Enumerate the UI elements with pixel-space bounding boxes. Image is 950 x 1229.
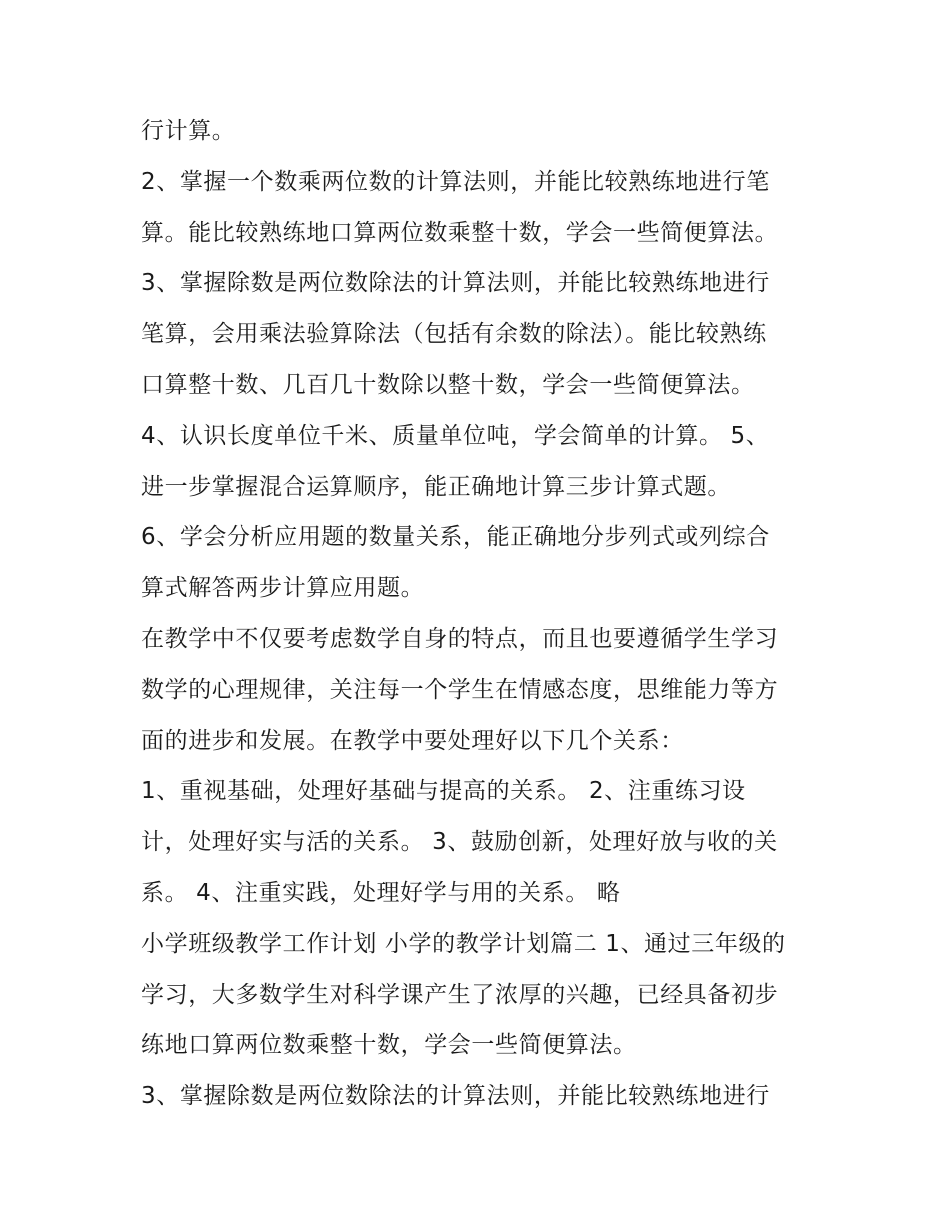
text-line: 6、学会分析应用题的数量关系，能正确地分步列式或列综合	[141, 524, 770, 551]
text-line: 在教学中不仅要考虑数学自身的特点，而且也要遵循学生学习	[141, 625, 779, 652]
text-line: 数学的心理规律，关注每一个学生在情感态度，思维能力等方	[141, 676, 779, 703]
text-line: 3、掌握除数是两位数除法的计算法则，并能比较熟练地进行	[141, 1083, 770, 1110]
text-line: 行计算。	[141, 118, 236, 144]
text-line: 学习，大多数学生对科学课产生了浓厚的兴趣，已经具备初步	[141, 981, 779, 1008]
text-line: 小学班级教学工作计划 小学的教学计划篇二 1、通过三年级的	[141, 930, 786, 957]
text-line: 3、掌握除数是两位数除法的计算法则，并能比较熟练地进行	[141, 270, 770, 297]
text-line: 进一步掌握混合运算顺序，能正确地计算三步计算式题。	[141, 473, 731, 500]
text-line: 面的进步和发展。在教学中要处理好以下几个关系：	[141, 727, 684, 754]
text-line: 算。能比较熟练地口算两位数乘整十数，学会一些简便算法。	[141, 219, 779, 246]
text-line: 系。 4、注重实践，处理好学与用的关系。 略	[141, 879, 621, 906]
text-line: 笔算，会用乘法验算除法（包括有余数的除法）。能比较熟练	[141, 321, 767, 348]
text-line: 算式解答两步计算应用题。	[141, 575, 425, 602]
document-body	[141, 106, 841, 1122]
text-line: 2、掌握一个数乘两位数的计算法则，并能比较熟练地进行笔	[141, 168, 770, 195]
text-line: 1、重视基础，处理好基础与提高的关系。 2、注重练习设	[141, 778, 746, 805]
text-line: 练地口算两位数乘整十数，学会一些简便算法。	[141, 1032, 637, 1059]
text-line: 口算整十数、几百几十数除以整十数，学会一些简便算法。	[141, 371, 755, 398]
text-line: 4、认识长度单位千米、质量单位吨，学会简单的计算。 5、	[141, 422, 770, 449]
text-line: 计，处理好实与活的关系。 3、鼓励创新，处理好放与收的关	[141, 829, 778, 856]
